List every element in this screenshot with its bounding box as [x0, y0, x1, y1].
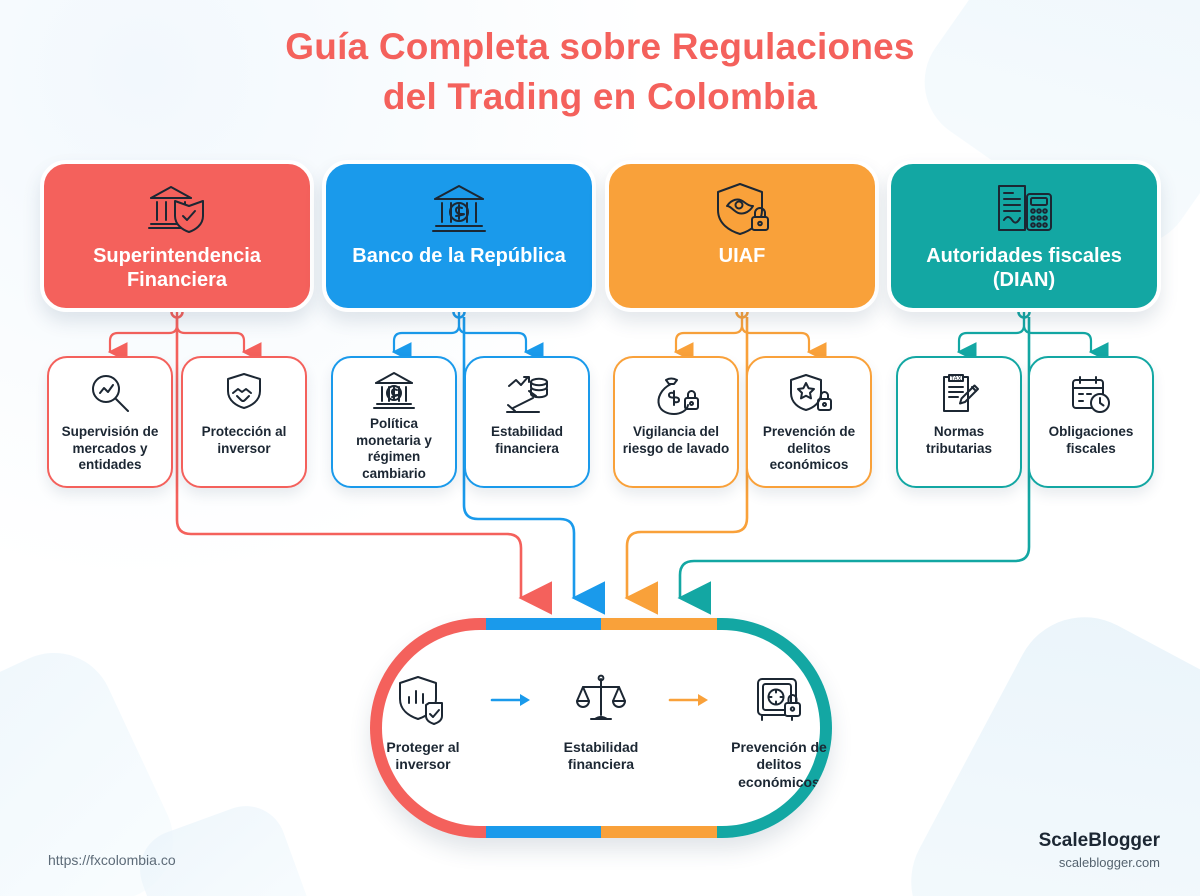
- sub-card-label: Prevención de delitos económicos: [762, 424, 856, 473]
- sub-card-supervision-mercados[interactable]: [47, 356, 173, 488]
- sub-card-proteccion-inversor[interactable]: [181, 356, 307, 488]
- badge-lock-icon: [785, 368, 833, 420]
- sub-card-label: Política monetaria y régimen cambiario: [356, 416, 432, 481]
- sub-card-prevencion-delitos[interactable]: [746, 356, 872, 488]
- summary-arrow-2: [664, 669, 716, 731]
- tax-form-pen-icon: [936, 368, 982, 420]
- svg-text:TAX: TAX: [950, 376, 962, 383]
- authority-card-autoridades-fiscales-dian[interactable]: [887, 160, 1161, 312]
- sub-card-label: Normas tributarias: [925, 424, 993, 456]
- page-title: [0, 22, 1200, 122]
- authority-card-banco-de-la-republica[interactable]: [322, 160, 596, 312]
- sub-card-politica-monetaria[interactable]: [331, 356, 457, 488]
- safe-lock-icon: [752, 669, 806, 731]
- scale-coins-icon: [503, 368, 551, 420]
- bank-dollar-icon: [429, 178, 489, 240]
- brand-site[interactable]: scaleblogger.com: [1058, 855, 1160, 870]
- source-url[interactable]: https://fxcolombia.co: [48, 852, 176, 868]
- summary-inner-panel: [382, 630, 827, 826]
- summary-item-prevencion-de-delitos-economicos[interactable]: [720, 669, 832, 790]
- sub-card-normas-tributarias[interactable]: [896, 356, 1022, 488]
- brand-name: ScaleBlogger: [1038, 830, 1160, 852]
- sub-card-estabilidad-financiera[interactable]: [464, 356, 590, 488]
- scales-icon: [574, 669, 628, 731]
- page-title-line-1: Guía Completa sobre Regulaciones: [285, 26, 915, 67]
- summary-items-row: [370, 669, 832, 790]
- bank-dollar-small-icon: [371, 368, 417, 412]
- page-title-line-2: del Trading en Colombia: [382, 75, 818, 117]
- authority-label: Superintendencia Financiera: [93, 245, 261, 292]
- summary-item-label: Estabilidad financiera: [563, 739, 639, 773]
- handshake-shield-icon: [220, 368, 268, 420]
- authority-label: UIAF: [718, 245, 766, 267]
- magnifier-chart-icon: [87, 368, 133, 420]
- sub-card-label: Estabilidad financiera: [490, 424, 563, 456]
- money-bag-lock-icon: [652, 368, 700, 420]
- summary-item-estabilidad-financiera[interactable]: [542, 669, 660, 773]
- summary-item-proteger-al-inversor[interactable]: [370, 669, 482, 773]
- authority-label: Banco de la República: [352, 245, 566, 267]
- authority-card-uiaf[interactable]: [605, 160, 879, 312]
- sub-card-label: Supervisión de mercados y entidades: [61, 424, 159, 473]
- shield-eye-lock-icon: [712, 178, 772, 240]
- brand-block: [1039, 830, 1160, 870]
- authority-label: Autoridades fiscales (DIAN): [926, 245, 1122, 292]
- sub-card-label: Protección al inversor: [201, 424, 287, 456]
- tax-document-calculator-icon: [993, 178, 1055, 240]
- authority-card-superintendencia-financiera[interactable]: [40, 160, 314, 312]
- bank-shield-icon: [145, 178, 209, 240]
- summary-capsule: [370, 618, 832, 838]
- sub-card-label: Obligaciones fiscales: [1048, 424, 1134, 456]
- sub-card-obligaciones-fiscales[interactable]: [1028, 356, 1154, 488]
- summary-item-label: Prevención de delitos económicos: [731, 739, 827, 790]
- summary-item-label: Proteger al inversor: [386, 739, 460, 773]
- shield-chart-icon: [396, 669, 450, 731]
- sub-card-label: Vigilancia del riesgo de lavado: [622, 424, 730, 456]
- sub-card-vigilancia-lavado[interactable]: [613, 356, 739, 488]
- calendar-clock-icon: [1068, 368, 1114, 420]
- summary-arrow-1: [486, 669, 538, 731]
